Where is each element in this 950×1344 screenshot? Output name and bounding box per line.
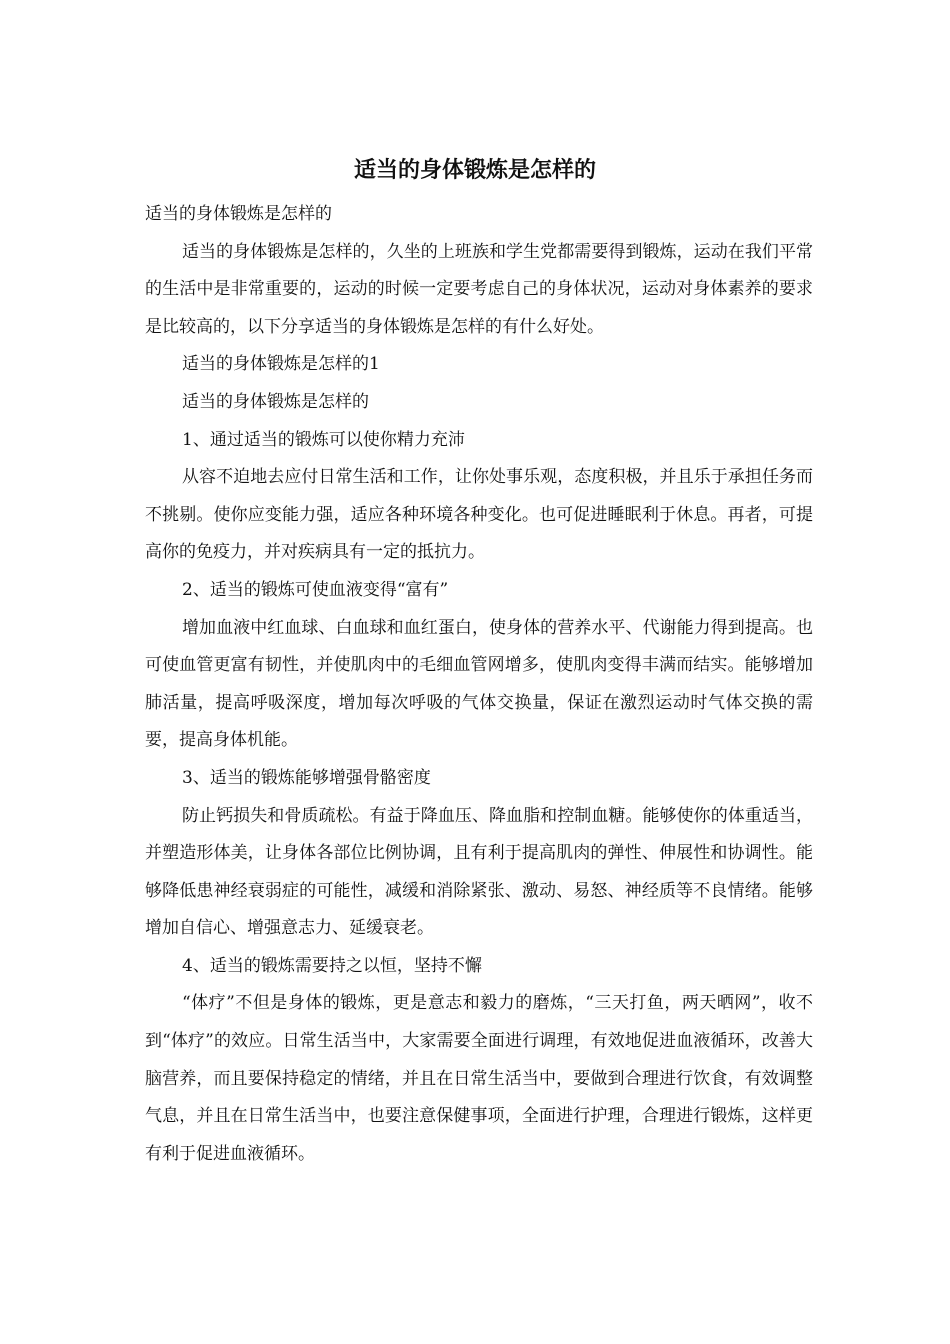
section-heading-1: 适当的身体锻炼是怎样的1 — [182, 354, 380, 375]
document-title: 适当的身体锻炼是怎样的 — [353, 157, 596, 183]
point-body-4: “体疗”不但是身体的锻炼，更是意志和毅力的磨炼，“三天打鱼，两天晒网”，收不到“体疗”的效应。日常生活当中，大家需要全面进行调理，有效地促进血液循环，改善大脑营养，而且要保持稳定的情绪，并且在日常生活当中，要做到合理进行饮食，有效调整气息，并且在日常生活当中，也要注意保健事项，全面进行护理，合理进行锻炼，这样更有利于促进血液循环。 — [145, 993, 813, 1164]
point-body-1: 从容不迫地去应付日常生活和工作，让你处事乐观，态度积极，并且乐于承担任务而不挑剔。使你应变能力强，适应各种环境各种变化。也可促进睡眠利于休息。再者，可提高你的免疫力，并对疾病具有一定的抵抗力。 — [145, 467, 813, 563]
point-heading-3: 3、适当的锻炼能够增强骨骼密度 — [182, 767, 431, 788]
document-body — [145, 196, 813, 1173]
section-subheading: 适当的身体锻炼是怎样的 — [182, 391, 369, 412]
point-body-3: 防止钙损失和骨质疏松。有益于降血压、降血脂和控制血糖。能够使你的体重适当，并塑造形体美，让身体各部位比例协调，且有利于提高肌肉的弹性、伸展性和协调性。能够降低患神经衰弱症的可能性，减缓和消除紧张、激动、易怒、神经质等不良情绪。能够增加自信心、增强意志力、延缓衰老。 — [145, 805, 813, 939]
paragraph-intro: 适当的身体锻炼是怎样的，久坐的上班族和学生党都需要得到锻炼，运动在我们平常的生活中是非常重要的，运动的时候一定要考虑自己的身体状况，运动对身体素养的要求是比较高的，以下分享适当的身体锻炼是怎样的有什么好处。 — [145, 241, 813, 337]
point-heading-4: 4、适当的锻炼需要持之以恒，坚持不懈 — [182, 955, 482, 976]
point-heading-2: 2、适当的锻炼可使血液变得“富有” — [182, 579, 449, 600]
paragraph-subtitle: 适当的身体锻炼是怎样的 — [145, 204, 332, 224]
point-heading-1: 1、通过适当的锻炼可以使你精力充沛 — [182, 429, 465, 450]
point-body-2: 增加血液中红血球、白血球和血红蛋白，使身体的营养水平、代谢能力得到提高。也可使血管更富有韧性，并使肌肉中的毛细血管网增多，使肌肉变得丰满而结实。能够增加肺活量，提高呼吸深度，增加每次呼吸的气体交换量，保证在激烈运动时气体交换的需要，提高身体机能。 — [145, 617, 813, 751]
